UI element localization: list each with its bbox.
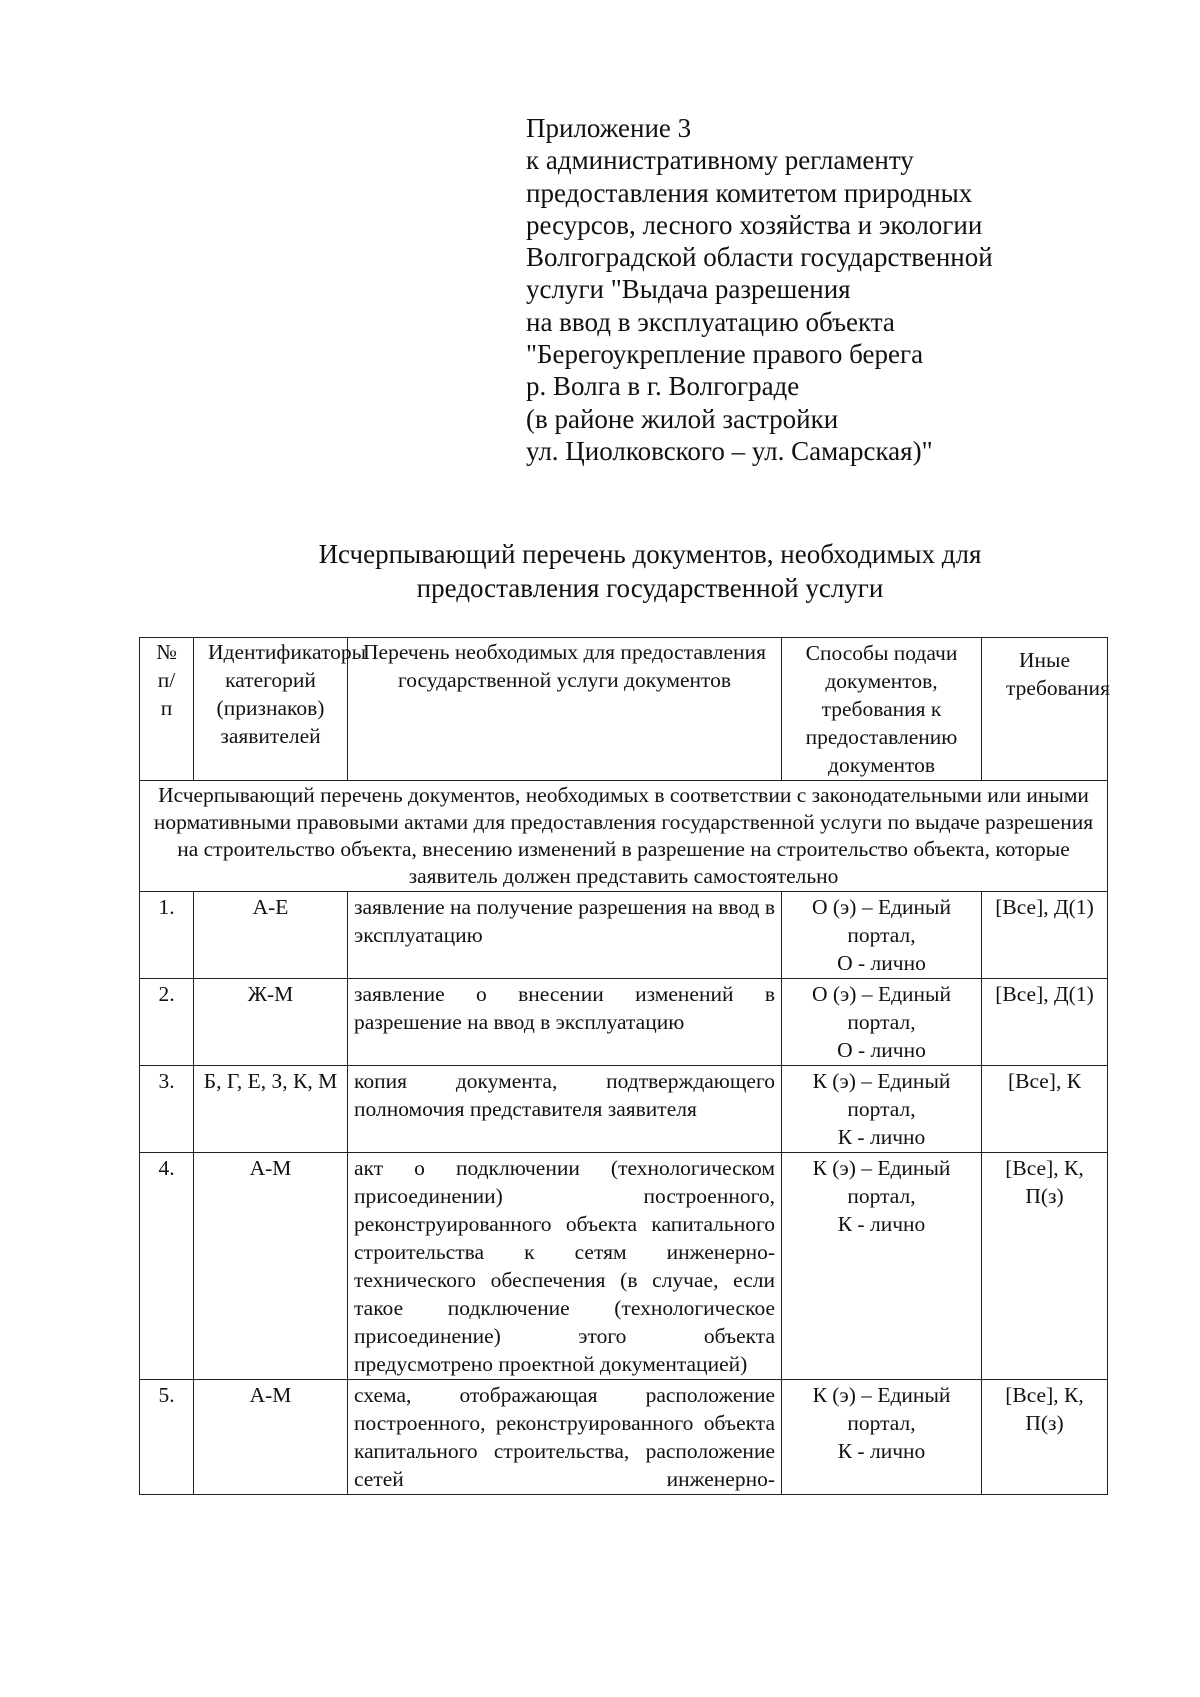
row-category: Ж-М — [194, 979, 348, 1066]
row-num: 3. — [140, 1066, 194, 1153]
table-row — [140, 1380, 1108, 1495]
row-category: А-Е — [194, 892, 348, 979]
header-num: № п/ п — [140, 638, 194, 781]
document-title-line: предоставления государственной услуги — [416, 573, 884, 603]
document-title — [240, 537, 1060, 605]
row-method-line: К - лично — [837, 1125, 926, 1149]
row-num: 2. — [140, 979, 194, 1066]
row-document: копия документа, подтверждающего полномочия представителя заявителя — [348, 1066, 782, 1153]
row-method-line: К (э) – Единый портал, — [812, 1383, 951, 1435]
document-title-line: Исчерпывающий перечень документов, необходимых для — [318, 539, 982, 569]
row-document: заявление о внесении изменений в разрешение на ввод в эксплуатацию — [348, 979, 782, 1066]
appendix-line: к административному регламенту — [526, 145, 914, 176]
row-num: 4. — [140, 1153, 194, 1380]
appendix-block — [526, 112, 1086, 467]
row-other: [Все], К, П(з) — [982, 1153, 1108, 1380]
table-row — [140, 1153, 1108, 1380]
appendix-line: услуги "Выдача разрешения — [526, 274, 851, 305]
row-category: А-М — [194, 1380, 348, 1495]
row-method-line: О - лично — [837, 1038, 926, 1062]
section-heading: Исчерпывающий перечень документов, необходимых в соответствии с законодательными или иными нормативными правовыми актами для предоставления государственной услуги по выдаче разрешения на строительство объекта, внесению изменений в разрешение на строительство объекта, которые заявитель должен представить самостоятельно — [140, 781, 1108, 892]
appendix-line: Волгоградской области государственной — [526, 242, 993, 273]
row-method — [782, 979, 982, 1066]
appendix-line: ресурсов, лесного хозяйства и экологии — [526, 209, 983, 240]
header-category: Идентификаторы категорий (признаков) заявителей — [194, 638, 348, 781]
row-method-line: К (э) – Единый портал, — [812, 1069, 951, 1121]
row-method — [782, 1380, 982, 1495]
table-row — [140, 892, 1108, 979]
table-row — [140, 979, 1108, 1066]
appendix-line: ул. Циолковского – ул. Самарская)" — [526, 435, 933, 466]
row-category: А-М — [194, 1153, 348, 1380]
row-method-line: О - лично — [837, 951, 926, 975]
section-row — [140, 781, 1108, 892]
row-method — [782, 892, 982, 979]
table-header-row — [140, 638, 1108, 781]
appendix-line: р. Волга в г. Волгограде — [526, 371, 800, 402]
row-other: [Все], К, П(з) — [982, 1380, 1108, 1495]
row-method-line: О (э) – Единый портал, — [812, 895, 951, 947]
documents-table — [139, 637, 1108, 1495]
row-category: Б, Г, Е, З, К, М — [194, 1066, 348, 1153]
header-methods: Способы подачи документов, требования к предоставлению документов — [782, 638, 982, 781]
appendix-line: Приложение 3 — [526, 113, 692, 143]
row-other: [Все], Д(1) — [982, 979, 1108, 1066]
row-num: 5. — [140, 1380, 194, 1495]
row-other: [Все], Д(1) — [982, 892, 1108, 979]
row-num: 1. — [140, 892, 194, 979]
header-documents: Перечень необходимых для предоставления государственной услуги документов — [348, 638, 782, 781]
table-row — [140, 1066, 1108, 1153]
row-document: заявление на получение разрешения на ввод в эксплуатацию — [348, 892, 782, 979]
row-document: схема, отображающая расположение построенного, реконструированного объекта капитального строительства, расположение сетей инженерно- — [348, 1380, 782, 1495]
row-other: [Все], К — [982, 1066, 1108, 1153]
row-method-line: К (э) – Единый портал, — [812, 1156, 951, 1208]
appendix-line: (в районе жилой застройки — [526, 403, 839, 434]
row-method-line: К - лично — [837, 1212, 926, 1236]
appendix-line: "Берегоукрепление правого берега — [526, 339, 924, 370]
appendix-line: на ввод в эксплуатацию объекта — [526, 306, 895, 337]
appendix-line: предоставления комитетом природных — [526, 177, 973, 208]
row-document: акт о подключении (технологическом присоединении) построенного, реконструированного объекта капитального строительства к сетям инженерно-технического обеспечения (в случае, если такое подключение (технологическое присоединение) этого объекта предусмотрено проектной документацией) — [348, 1153, 782, 1380]
header-other: Иные требования — [982, 638, 1108, 781]
row-method — [782, 1153, 982, 1380]
row-method-line: К - лично — [837, 1439, 926, 1463]
row-method — [782, 1066, 982, 1153]
row-method-line: О (э) – Единый портал, — [812, 982, 951, 1034]
